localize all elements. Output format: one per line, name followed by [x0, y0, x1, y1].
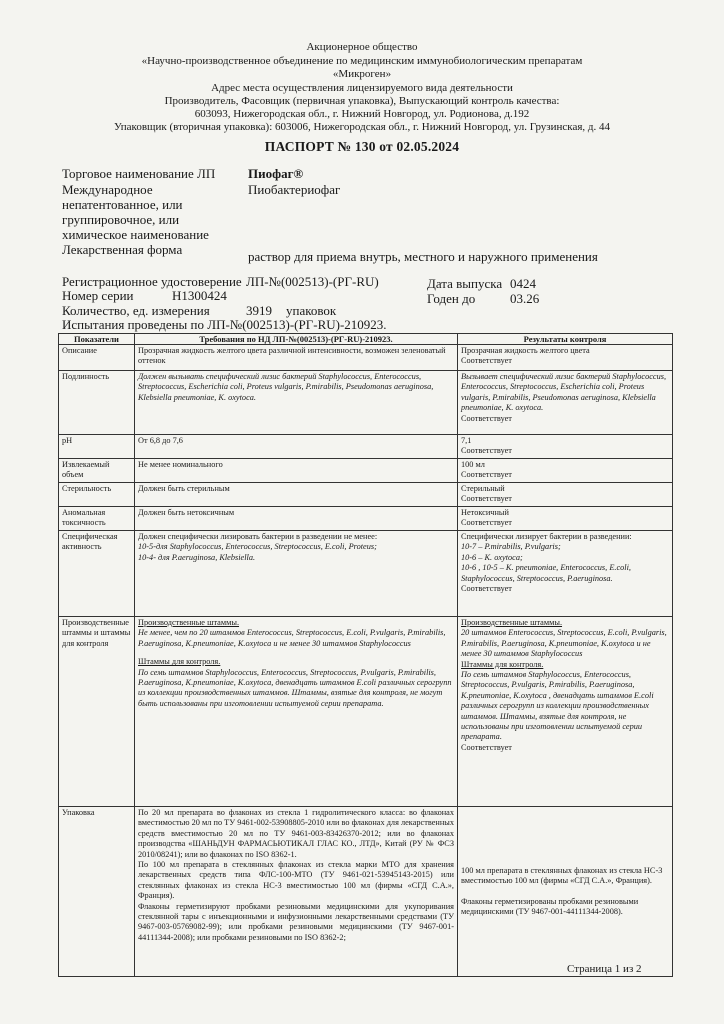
producer-line: Производитель, Фасовщик (первичная упаковка), Выпускающий контроль качества:: [164, 95, 560, 107]
issue-label: Дата выпуска: [427, 276, 503, 291]
table-row: [59, 371, 673, 435]
result-cell: [458, 483, 673, 507]
result-cell: [458, 807, 673, 977]
requirement-text: Производственные штаммы.: [138, 618, 240, 627]
col-header-indicator: Показатели: [59, 334, 135, 345]
requirement-text: Штаммы для контроля.: [138, 657, 221, 667]
inn-label-4: химическое наименование: [62, 227, 209, 242]
result-cell: [458, 435, 673, 459]
requirement-text: 10-5-для Staphylococcus, Enterococcus, Streptococcus, E.coli, Proteus;: [138, 542, 377, 552]
requirement-text: По 20 мл препарата во флаконах из стекла 1 гидролитического класса: во флаконах вместимостью 20 мл по ТУ 9461-002-53908805-2010 или во флаконах для лекарственных средств вместимостью 20 мл по ТУ 9461-003-83426370-2012; или во флаконах производства «ШАНЬДУН ФАРМАСЬЮТИКАЛ ГЛАС КО., ЛТД», Китай (РУ № ФСЗ 2010/08241); или во флаконах по ISO 8362-1.: [138, 808, 454, 859]
valid-label: Годен до: [427, 291, 476, 306]
indicator-cell: Аномальная токсичность: [59, 507, 135, 531]
result-text: Производственные штаммы.: [461, 618, 563, 627]
requirement-cell: [135, 371, 458, 435]
indicator-cell: Производственные штаммы и штаммы для контроля: [59, 617, 135, 807]
result-cell: [458, 371, 673, 435]
producer-address: 603093, Нижегородская обл., г. Нижний Новгород, ул. Родионова, д.192: [194, 108, 530, 120]
indicator-cell: Извлекаемый объем: [59, 459, 135, 483]
result-text: 7,1: [461, 436, 472, 445]
result-text: Флаконы герметизированы пробками резиновыми медицинскими (ТУ 9467-001-44111344-2008).: [461, 896, 639, 916]
packer-address: Упаковщик (вторичная упаковка): 603006, Нижегородская обл., г. Нижний Новгород, ул. Грузинская, д. 44: [113, 121, 611, 133]
result-text: Стерильный: [461, 484, 505, 493]
reg-value: ЛП-№(002513)-(РГ-RU): [246, 274, 379, 289]
result-verdict: Соответствует: [461, 446, 512, 456]
requirement-text: Флаконы герметизируют пробками резиновыми медицинскими для укупоривания стеклянной тары с инъекционными и инфузионными лекарственными средствами (ТУ 9467-003-05769082-99); или пробками резиновыми медицинскими (ТУ 9467-001-44111344-2008); или пробками резиновыми по ISO 8362-2;: [138, 901, 454, 942]
series-label: Номер серии: [62, 288, 134, 303]
inn-label-2: непатентованное, или: [62, 197, 183, 212]
requirement-text: По 100 мл препарата в стеклянных флаконах из стекла марки МТО для хранения лекарственных средств типа ФЛС-100-МТО (ТУ 9461-021-53945143-2015) или стеклянных флаконах из стекла НС-3 вместимостью 100 мл (фирмы «СГД С.А.», Франция).: [138, 860, 454, 901]
requirement-text: Должен быть стерильным: [138, 484, 230, 493]
requirement-cell: [135, 617, 458, 807]
series-value: Н1300424: [172, 288, 227, 303]
table-header-row: [59, 334, 673, 345]
table-row: [59, 459, 673, 483]
table-row: [59, 435, 673, 459]
org-name: «Научно-производственное объединение по медицинским иммунобиологическим препаратам: [141, 55, 583, 67]
qty-value: 3919: [246, 303, 272, 318]
result-verdict: Соответствует: [461, 518, 512, 528]
trade-name-label: Торговое наименование ЛП: [62, 166, 216, 181]
requirement-cell: [135, 459, 458, 483]
form-label: Лекарственная форма: [62, 242, 183, 257]
result-text: 100 мл препарата в стеклянных флаконах из стекла НС-3 вместимостью 100 мл (фирмы «СГД С.А.», Франция).: [461, 865, 663, 886]
result-text: Вызывает специфический лизис бактерий Staphylococcus, Enterococcus, Streptococcus, Escherichia coli, Proteus vulgaris, P.mirabilis, Pseudomonas aeruginosa, Klebsiella pneumoniae, K. oxytoca.: [461, 372, 667, 413]
indicator-cell: Специфическая активность: [59, 531, 135, 617]
requirement-text: Прозрачная жидкость желтого цвета различной интенсивности, возможен зеленоватый оттенок: [138, 346, 446, 366]
indicator-cell: Стерильность: [59, 483, 135, 507]
result-text: Штаммы для контроля.: [461, 659, 544, 669]
requirement-text: Не менее, чем по 20 штаммов Enterococcus, Streptococcus, E.coli, P.vulgaris, P.mirabilis, P.aeruginosa, K.pneumoniae, K.oxytoca и не менее 30 штаммов Staphylococcus: [138, 628, 446, 648]
valid-value: 03.26: [510, 291, 540, 306]
result-cell: [458, 617, 673, 807]
result-cell: [458, 507, 673, 531]
requirement-cell: [135, 807, 458, 977]
indicator-cell: Упаковка: [59, 807, 135, 977]
spec-table: [58, 333, 673, 977]
result-verdict: Соответствует: [461, 470, 512, 480]
result-text: 10-6 – K. oxytoca;: [461, 552, 523, 562]
result-cell: [458, 531, 673, 617]
result-verdict: Соответствует: [461, 356, 512, 366]
indicator-cell: pH: [59, 435, 135, 459]
requirement-cell: [135, 435, 458, 459]
requirement-cell: [135, 345, 458, 371]
result-verdict: Соответствует: [461, 584, 512, 594]
requirement-text: По семь штаммов Staphylococcus, Enterococcus, Streptococcus, P.vulgaris, P.mirabilis, P.aeruginosa, K.pneumoniae, K.oxytoca, двенадцать штаммов E.coli различных серогрупп из коллекции производственных штаммов. Штаммы, взятые для контроля, не могут быть использованы при изготовлении испытуемой серии препарата.: [138, 667, 452, 708]
tests-line: Испытания проведены по ЛП-№(002513)-(РГ-RU)-210923.: [62, 317, 387, 332]
result-text: Прозрачная жидкость желтого цвета: [461, 346, 590, 355]
qty-unit: упаковок: [286, 303, 337, 318]
col-header-results: Результаты контроля: [458, 334, 673, 345]
table-row: [59, 483, 673, 507]
requirement-text: Должен быть нетоксичным: [138, 508, 235, 517]
inn-value: Пиобактериофаг: [248, 182, 341, 197]
inn-label-3: группировочное, или: [62, 212, 180, 227]
requirement-text: Должен вызывать специфический лизис бактерий Staphylococcus, Enterococcus, Streptococcus, Escherichia coli, Proteus vulgaris, P.mirabilis, Pseudomonas aeruginosa, Klebsiella pneumoniae, K. oxytoca.: [138, 372, 434, 402]
result-text: Специфически лизирует бактерии в разведении:: [461, 532, 632, 541]
result-cell: [458, 345, 673, 371]
page-number: Страница 1 из 2: [567, 963, 642, 975]
requirement-cell: [135, 483, 458, 507]
org-type: Акционерное общество: [306, 41, 418, 53]
result-text: По семь штаммов Staphylococcus, Enterococcus, Streptococcus, P.vulgaris, P.mirabilis, P.aeruginosa, K.pneumoniae, K.oxytoca , двенадцать штаммов E.coli различных серогрупп из коллекции производственных штаммов. Штаммы, взятые для контроля, не использованы при изготовлении испытуемой серии препарата.: [461, 670, 654, 742]
requirement-text: От 6,8 до 7,6: [138, 436, 183, 445]
requirement-cell: [135, 507, 458, 531]
address-heading: Адрес места осуществления лицензируемого вида деятельности: [211, 82, 513, 94]
col-header-requirements: Требования по НД ЛП-№(002513)-(РГ-RU)-210923.: [135, 334, 458, 345]
result-verdict: Соответствует: [461, 413, 512, 423]
table-row: [59, 807, 673, 977]
requirement-text: Не менее номинального: [138, 460, 223, 469]
trade-name-value: Пиофаг®: [248, 166, 304, 181]
result-text: 10-7 – P.mirabilis, P.vulgaris;: [461, 542, 561, 552]
requirement-cell: [135, 531, 458, 617]
table-row: [59, 531, 673, 617]
result-verdict: Соответствует: [461, 742, 512, 752]
reg-label: Регистрационное удостоверение: [62, 274, 242, 289]
issue-value: 0424: [510, 276, 536, 291]
form-value: раствор для приема внутрь, местного и наружного применения: [248, 249, 598, 264]
table-row: [59, 617, 673, 807]
table-row: [59, 345, 673, 371]
indicator-cell: Описание: [59, 345, 135, 371]
table-row: [59, 507, 673, 531]
org-brand: «Микроген»: [332, 68, 392, 80]
result-verdict: Соответствует: [461, 494, 512, 504]
result-text: 10-6 , 10-5 – K. pneumoniae, Enterococcus, E.coli, Staphylococcus, Streptococcus, P.aeruginosa.: [461, 563, 631, 583]
passport-title: ПАСПОРТ № 130 от 02.05.2024: [264, 139, 460, 154]
requirement-text: 10-4- для P.aeruginosa, Klebsiella.: [138, 552, 256, 562]
indicator-cell: Подлинность: [59, 371, 135, 435]
result-text: Нетоксичный: [461, 508, 509, 517]
result-cell: [458, 459, 673, 483]
result-text: 20 штаммов Enterococcus, Streptococcus, E.coli, P.vulgaris, P.mirabilis, P.aeruginosa, K.pneumoniae, K.oxytoca и не менее 30 штаммов Staphylococcus: [461, 628, 667, 659]
inn-label-1: Международное: [62, 182, 153, 197]
qty-label: Количество, ед. измерения: [62, 303, 210, 318]
requirement-text: Должен специфически лизировать бактерии в разведении не менее:: [138, 532, 378, 541]
result-text: 100 мл: [461, 460, 485, 469]
